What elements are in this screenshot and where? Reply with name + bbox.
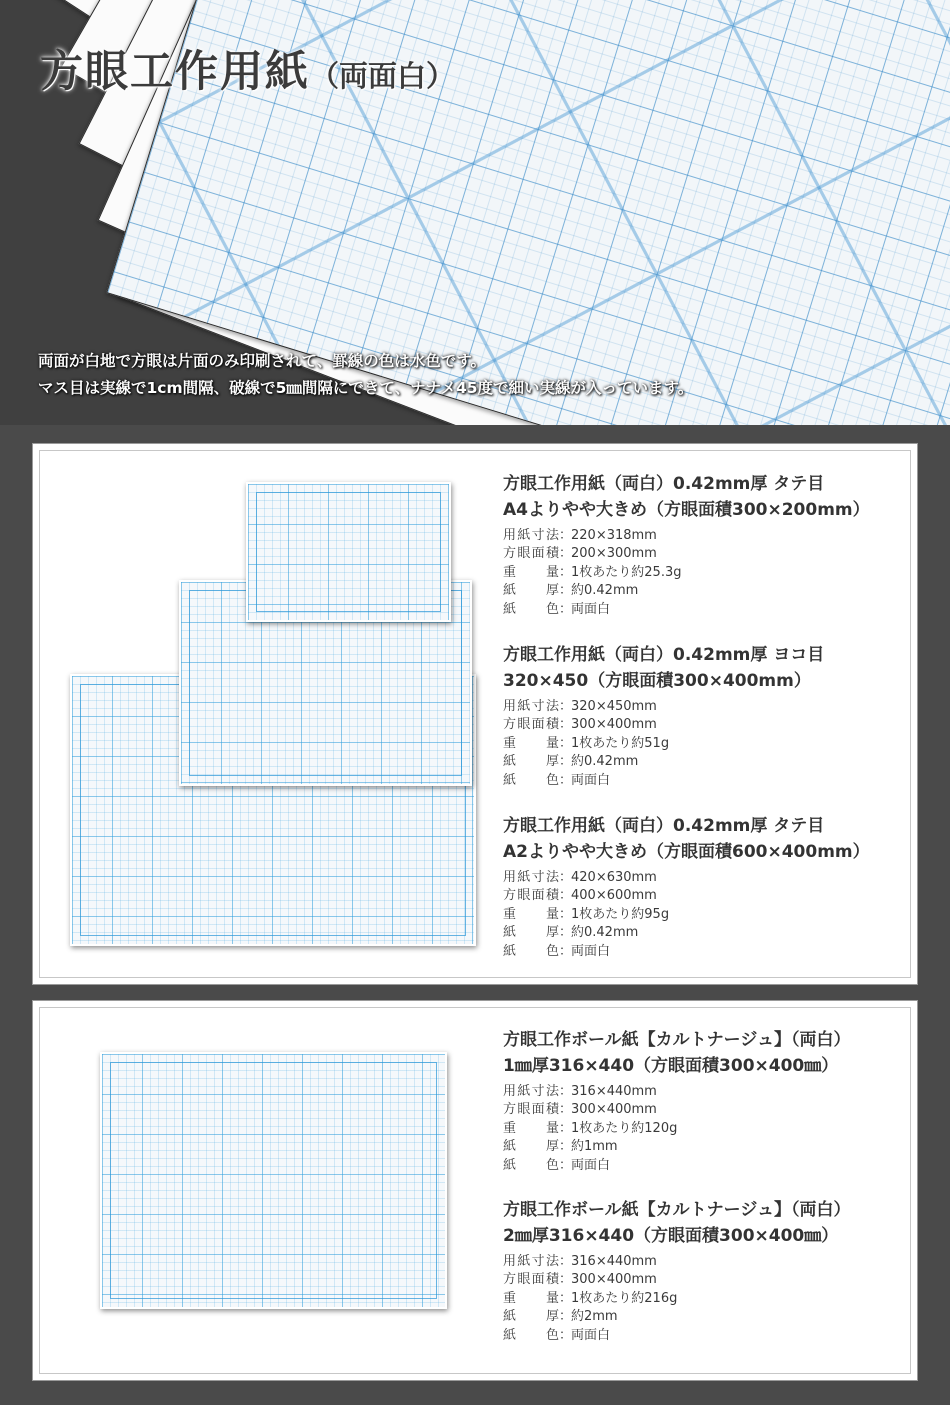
spec-colon: ： [559,1084,573,1099]
spec-value: 400×600mm [571,888,657,904]
spec-label: 紙 厚 [503,925,559,941]
spec-row [503,1290,850,1308]
spec-row [503,906,870,924]
spec-value: 300×400mm [571,1102,657,1118]
title-main: 方眼工作用紙 [40,47,310,97]
spec-label: 紙 厚 [503,583,559,599]
title-sub: （両面白） [310,59,456,93]
product-info [503,471,870,619]
spec-row [503,1271,850,1289]
spec-colon: ： [559,583,573,599]
spec-label: 重 量 [503,564,559,580]
spec-row [503,753,824,771]
spec-row [503,924,870,942]
spec-label: 方眼面積 [503,1102,559,1118]
spec-row [503,527,870,545]
spec-row [503,1157,850,1175]
product-subtitle: A4よりやや大きめ（方眼面積300×200mm） [503,500,870,520]
spec-row [503,1083,850,1101]
spec-value: 約1mm [571,1139,618,1155]
spec-label: 紙 色 [503,1327,559,1343]
page-title [40,38,455,99]
spec-value: 約0.42mm [571,925,639,941]
spec-colon: ： [559,1139,573,1155]
spec-value: 316×440mm [571,1084,657,1099]
desc-line: 両面が白地で方眼は片面のみ印刷されて、罫線の色は水色です。 [38,352,486,370]
spec-label: 方眼面積 [503,717,559,733]
spec-label: 重 量 [503,1290,559,1306]
spec-row [503,698,824,716]
product-subtitle: 2㎜厚316×440（方眼面積300×400㎜） [503,1226,839,1246]
spec-label: 紙 厚 [503,1309,559,1325]
spec-label: 紙 色 [503,943,559,959]
spec-value: 約0.42mm [571,583,639,599]
spec-row [503,1101,850,1119]
spec-colon: ： [559,1157,573,1173]
spec-row [503,1327,850,1345]
spec-colon: ： [559,925,573,941]
spec-row [503,601,870,619]
hero-description [38,348,693,402]
spec-label: 紙 厚 [503,754,559,770]
spec-colon: ： [559,564,573,580]
spec-row [503,1253,850,1271]
spec-colon: ： [559,1254,573,1269]
product-title: 方眼工作ボール紙【カルトナージュ】（両白） [503,1030,851,1050]
spec-label: 用紙寸法 [503,528,559,543]
product-subtitle: A2よりやや大きめ（方眼面積600×400mm） [503,842,870,862]
spec-colon: ： [559,888,573,904]
spec-list [503,869,870,961]
hero-banner [0,0,950,425]
product-image-board [100,1052,447,1309]
spec-row [503,1138,850,1156]
spec-row [503,735,824,753]
spec-list [503,1253,850,1345]
spec-label: 用紙寸法 [503,870,559,885]
spec-row [503,545,870,563]
spec-label: 紙 色 [503,601,559,617]
spec-list [503,698,824,790]
spec-label: 用紙寸法 [503,1254,559,1269]
product-title: 方眼工作用紙（両白）0.42mm厚 ヨコ目 [503,645,825,665]
spec-list [503,1083,850,1175]
spec-value: 1枚あたり約216g [571,1290,678,1306]
spec-label: 重 量 [503,906,559,922]
desc-line: マス目は実線で1cm間隔、破線で5㎜間隔にできて、ナナメ45度で細い実線が入っています。 [38,379,694,397]
spec-row [503,1120,850,1138]
product-title: 方眼工作用紙（両白）0.42mm厚 タテ目 [503,474,825,494]
spec-colon: ： [559,754,573,770]
spec-value: 1枚あたり約25.3g [571,564,682,580]
spec-label: 方眼面積 [503,546,559,562]
spec-value: 300×400mm [571,1272,657,1288]
product-subtitle: 1㎜厚316×440（方眼面積300×400㎜） [503,1056,839,1076]
spec-row [503,887,870,905]
spec-label: 紙 厚 [503,1139,559,1155]
spec-label: 用紙寸法 [503,699,559,714]
spec-colon: ： [559,717,573,733]
spec-row [503,943,870,961]
spec-value: 300×400mm [571,717,657,733]
spec-value: 両面白 [571,943,611,959]
product-info [503,1197,850,1345]
spec-colon: ： [559,1120,573,1136]
spec-label: 紙 色 [503,1157,559,1173]
spec-label: 重 量 [503,735,559,751]
spec-colon: ： [559,943,573,959]
spec-colon: ： [559,546,573,562]
spec-row [503,772,824,790]
spec-value: 1枚あたり約120g [571,1120,678,1136]
spec-colon: ： [559,870,573,885]
spec-value: 約0.42mm [571,754,639,770]
spec-value: 両面白 [571,1157,611,1173]
spec-colon: ： [559,1327,573,1343]
spec-label: 方眼面積 [503,1272,559,1288]
spec-label: 方眼面積 [503,888,559,904]
spec-value: 1枚あたり約51g [571,735,670,751]
spec-colon: ： [559,906,573,922]
spec-label: 紙 色 [503,772,559,788]
product-info [503,642,824,790]
spec-label: 用紙寸法 [503,1084,559,1099]
product-info [503,1027,850,1175]
spec-row [503,564,870,582]
spec-row [503,1308,850,1326]
spec-label: 重 量 [503,1120,559,1136]
spec-value: 約2mm [571,1309,618,1325]
spec-row [503,582,870,600]
spec-colon: ： [559,735,573,751]
spec-colon: ： [559,1309,573,1325]
spec-colon: ： [559,772,573,788]
spec-row [503,869,870,887]
spec-colon: ： [559,699,573,714]
product-info [503,813,870,961]
spec-colon: ： [559,601,573,617]
spec-value: 420×630mm [571,870,657,885]
spec-colon: ： [559,1290,573,1306]
product-title: 方眼工作用紙（両白）0.42mm厚 タテ目 [503,816,825,836]
spec-value: 両面白 [571,772,611,788]
spec-list [503,527,870,619]
spec-value: 両面白 [571,601,611,617]
spec-value: 1枚あたり約95g [571,906,670,922]
spec-value: 320×450mm [571,699,657,714]
spec-value: 200×300mm [571,546,657,562]
product-title: 方眼工作ボール紙【カルトナージュ】（両白） [503,1200,851,1220]
spec-colon: ： [559,1102,573,1118]
spec-colon: ： [559,528,573,543]
spec-value: 220×318mm [571,528,657,543]
product-subtitle: 320×450（方眼面積300×400mm） [503,671,811,691]
spec-value: 両面白 [571,1327,611,1343]
spec-colon: ： [559,1272,573,1288]
spec-row [503,716,824,734]
spec-value: 316×440mm [571,1254,657,1269]
product-image-a4 [246,482,451,622]
